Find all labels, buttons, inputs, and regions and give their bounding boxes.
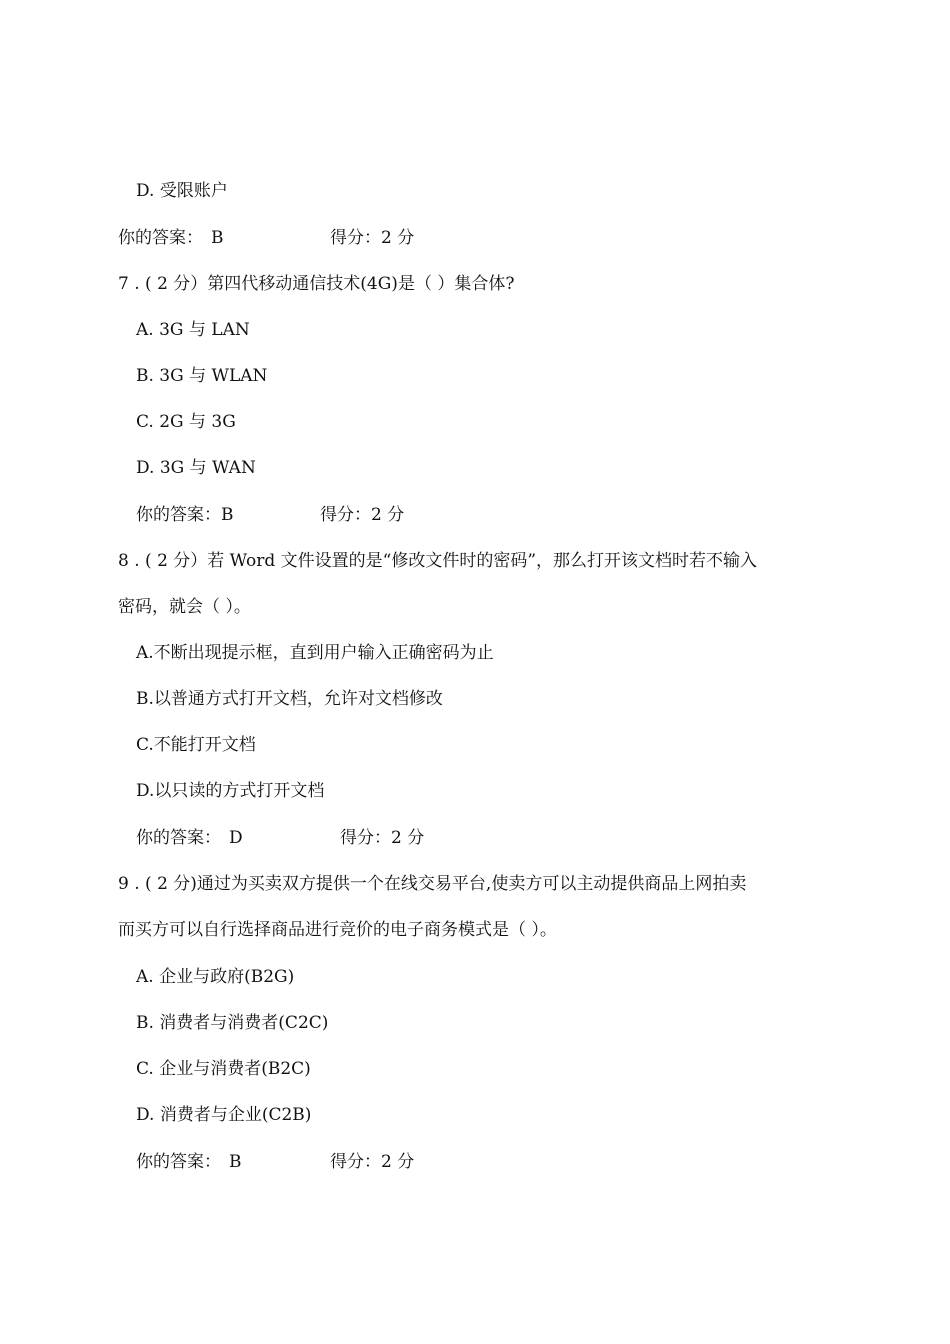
q9-question-line1: 9 . ( 2 分)通过为买卖双方提供一个在线交易平台,使卖方可以主动提供商品上网拍卖 <box>118 874 747 894</box>
q7-answer-row <box>136 504 536 526</box>
answer-label: 你的答案： <box>136 1152 221 1172</box>
q8-option-b: B.以普通方式打开文档，允许对文档修改 <box>136 689 443 709</box>
q7-option-d: D. 3G 与 WAN <box>136 458 256 478</box>
score-text: 得分：2 分 <box>330 1152 415 1172</box>
score-text: 得分：2 分 <box>330 228 415 248</box>
answer-label: 你的答案： <box>136 505 221 525</box>
q6-answer-row <box>118 227 518 249</box>
score-text: 得分：2 分 <box>320 505 405 525</box>
q8-answer-row <box>136 827 536 849</box>
q9-answer-row <box>136 1151 536 1173</box>
q9-option-c: C. 企业与消费者(B2C) <box>136 1059 311 1079</box>
q9-question-line2: 而买方可以自行选择商品进行竞价的电子商务模式是（ ）。 <box>118 920 557 940</box>
answer-value: D <box>229 828 243 848</box>
q8-question-line2: 密码，就会（ ）。 <box>118 597 251 617</box>
answer-value: B <box>221 505 234 525</box>
q8-option-a: A.不断出现提示框，直到用户输入正确密码为止 <box>136 643 494 663</box>
q7-option-a: A. 3G 与 LAN <box>136 320 250 340</box>
q8-question-line1: 8 . ( 2 分）若 Word 文件设置的是“修改文件时的密码”，那么打开该文档时若不输入 <box>118 551 758 571</box>
q9-option-d: D. 消费者与企业(C2B) <box>136 1105 312 1125</box>
q9-option-b: B. 消费者与消费者(C2C) <box>136 1013 329 1033</box>
q8-option-c: C.不能打开文档 <box>136 735 256 755</box>
q7-option-b: B. 3G 与 WLAN <box>136 366 268 386</box>
q9-option-a: A. 企业与政府(B2G) <box>136 967 295 987</box>
answer-label: 你的答案： <box>136 828 221 848</box>
answer-value: B <box>211 228 224 248</box>
answer-label: 你的答案： <box>118 228 203 248</box>
q7-option-c: C. 2G 与 3G <box>136 412 236 432</box>
answer-value: B <box>229 1152 242 1172</box>
q7-question: 7 . ( 2 分）第四代移动通信技术(4G)是（ ）集合体? <box>118 274 515 294</box>
q6-option-d: D. 受限账户 <box>136 181 228 201</box>
score-text: 得分：2 分 <box>340 828 425 848</box>
q8-option-d: D.以只读的方式打开文档 <box>136 781 325 801</box>
